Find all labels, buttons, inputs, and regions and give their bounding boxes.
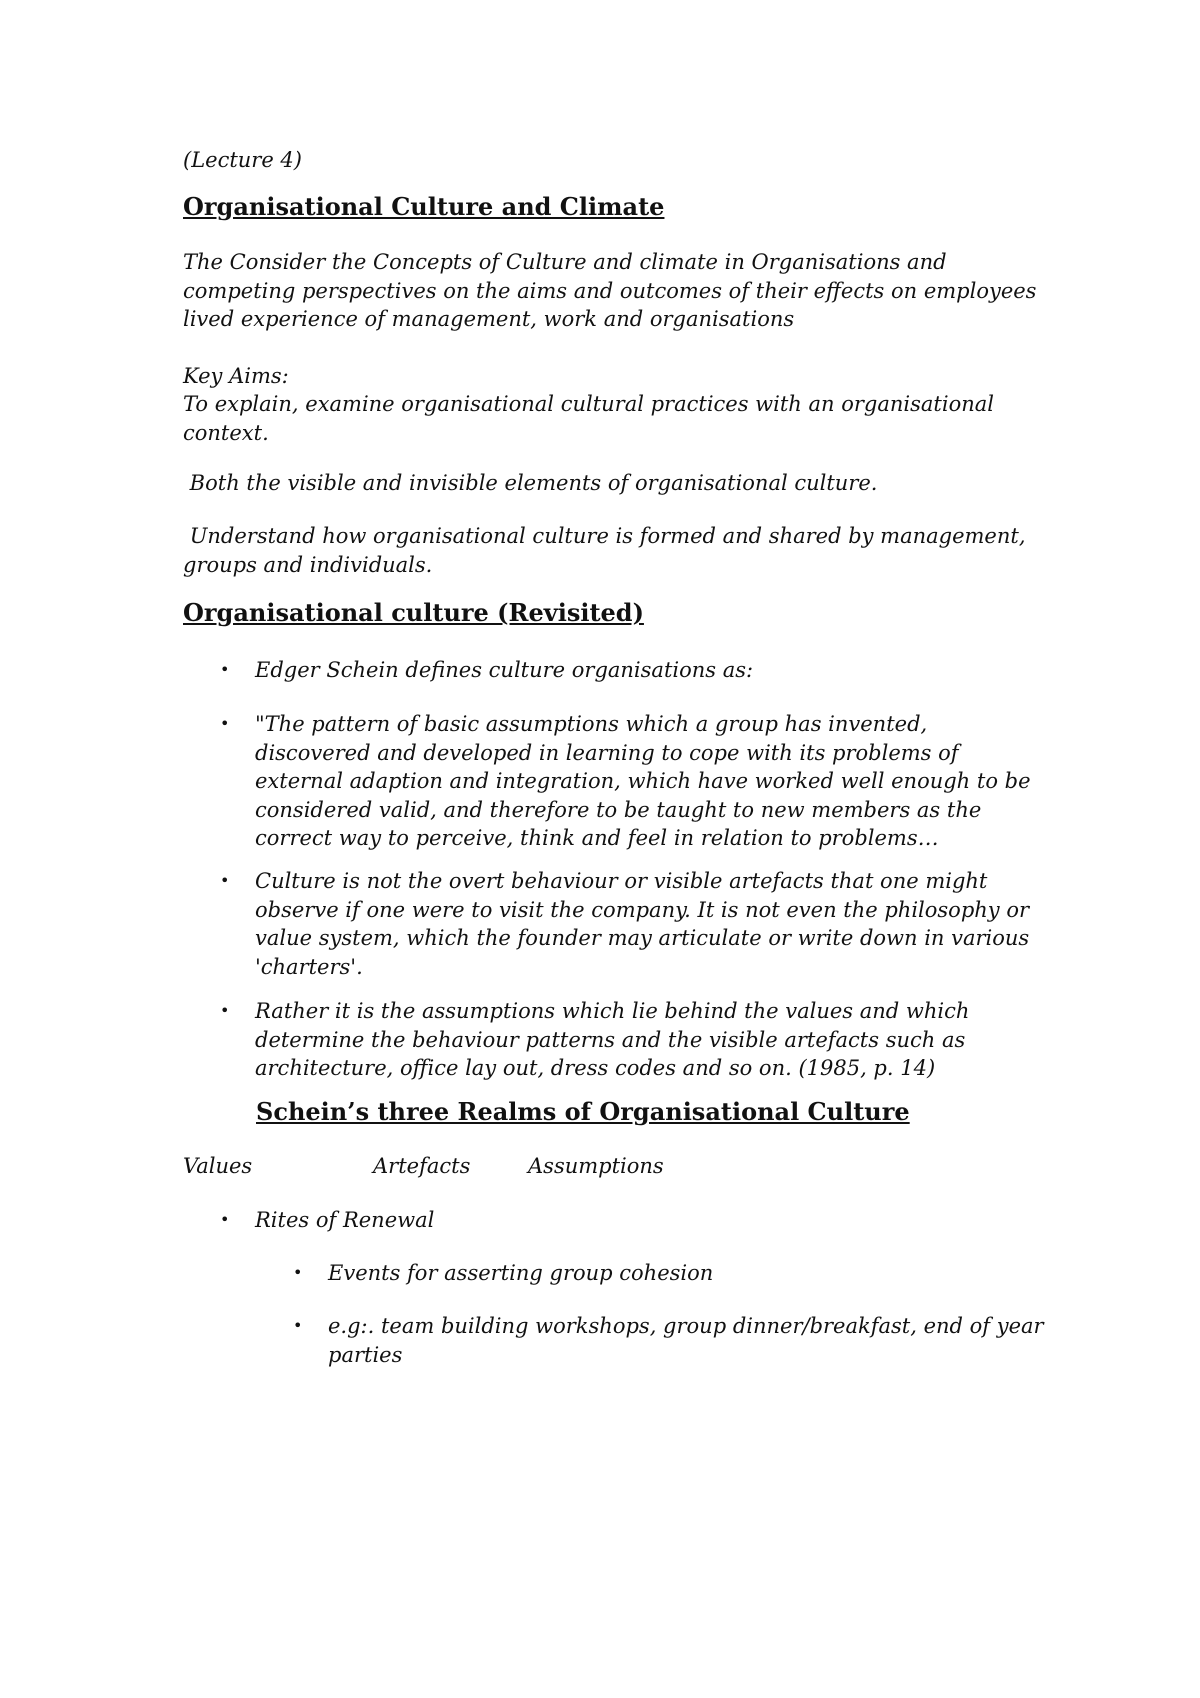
realm-assumptions: Assumptions: [528, 1154, 664, 1178]
sub-bullet-events: Events for asserting group cohesion: [328, 1261, 714, 1285]
realm-values: Values: [183, 1154, 253, 1178]
aim-visible-invisible: Both the visible and invisible elements of organisational culture.: [183, 471, 878, 495]
key-aims-label: Key Aims:: [183, 364, 289, 388]
bullet-icon: •: [220, 714, 230, 733]
aim-understand: Understand how organisational culture is formed and shared by management, groups and individuals.: [183, 524, 1033, 577]
bullet-assumptions: Rather it is the assumptions which lie behind the values and which determine the behaviour patterns and the visible artefacts such as architecture, office lay out, dress codes and so on. (1985, p. 14): [255, 999, 970, 1080]
page-title: Organisational Culture and Climate: [183, 192, 665, 221]
sub-bullet-examples: e.g:. team building workshops, group dinner/breakfast, end of year parties: [328, 1314, 1044, 1367]
bullet-icon: •: [220, 871, 230, 890]
bullet-icon: •: [220, 1001, 230, 1020]
bullet-culture-not-overt: Culture is not the overt behaviour or visible artefacts that one might observe if one were to visit the company. It is not even the philosophy or value system, which the founder may articulate or write down in various 'charters'.: [255, 869, 1030, 979]
intro-paragraph: The Consider the Concepts of Culture and climate in Organisations and competing perspectives on the aims and outcomes of their effects on employees lived experience of management, work and organisations: [183, 250, 1037, 331]
bullet-schein-definition: Edger Schein defines culture organisations as:: [255, 658, 754, 682]
bullet-icon: •: [220, 1210, 230, 1229]
bullet-icon: •: [293, 1263, 303, 1282]
bullet-icon: •: [293, 1316, 303, 1335]
realm-artefacts: Artefacts: [373, 1154, 471, 1178]
bullet-rites-of-renewal: Rites of Renewal: [255, 1208, 435, 1232]
bullet-schein-quote: "The pattern of basic assumptions which a group has invented, discovered and developed in learning to cope with its problems of external adaption and integration, which have worked well enough to be considered valid, and therefore to be taught to new members as the correct way to perceive, think and feel in relation to problems…: [255, 712, 1031, 850]
section-heading-culture-revisited: Organisational culture (Revisited): [183, 598, 644, 627]
lecture-label: (Lecture 4): [183, 148, 302, 172]
section-heading-three-realms: Schein’s three Realms of Organisational Culture: [256, 1097, 910, 1126]
key-aims-text: To explain, examine organisational cultural practices with an organisational context.: [183, 392, 994, 445]
bullet-icon: •: [220, 660, 230, 679]
